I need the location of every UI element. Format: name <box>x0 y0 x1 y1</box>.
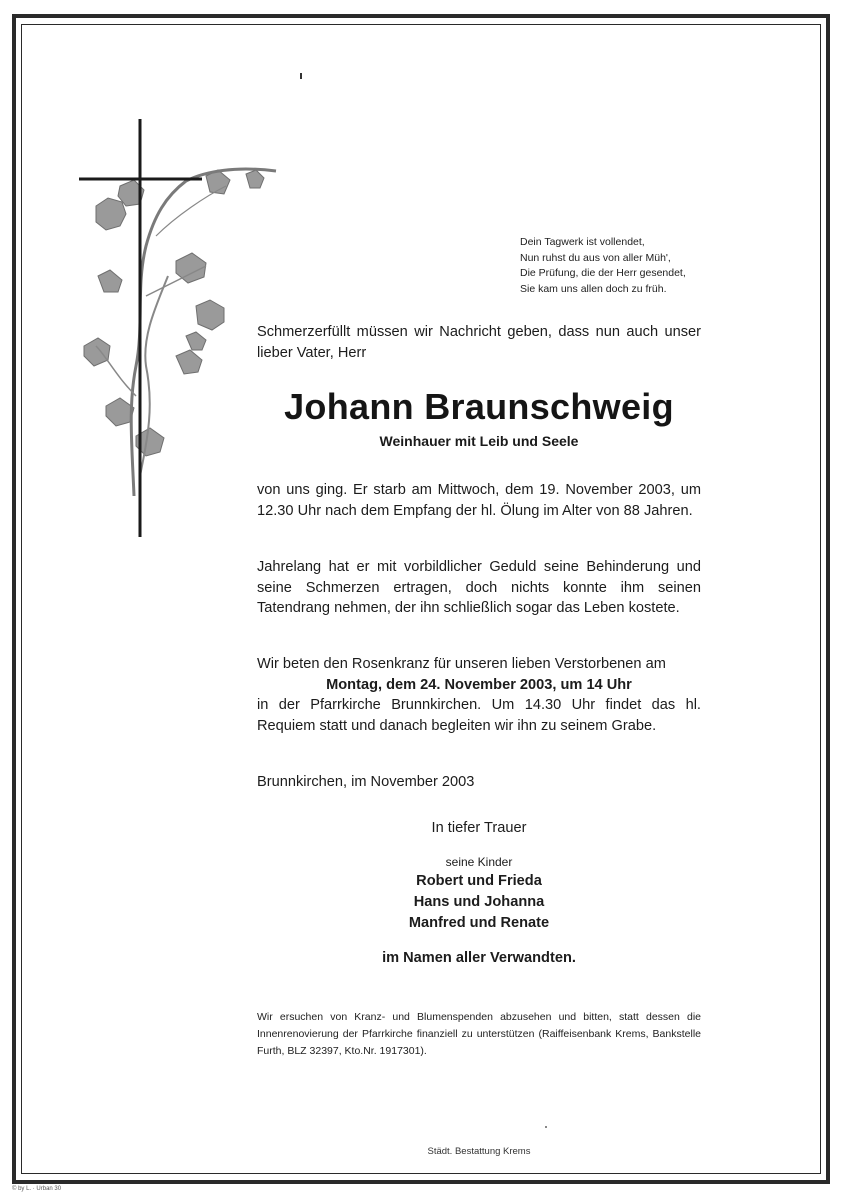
children-label: seine Kinder <box>445 855 513 869</box>
poem-line: Nun ruhst du aus von aller Müh', <box>520 251 671 264</box>
deceased-subtitle: Weinhauer mit Leib und Seele <box>379 433 579 449</box>
deceased-name: Johann Braunschweig <box>284 386 674 427</box>
child-names: Manfred und Renate <box>408 915 550 931</box>
mourning-text: In tiefer Trauer <box>431 820 527 836</box>
speck <box>545 1126 547 1128</box>
printer-mark <box>300 73 302 79</box>
poem-line: Dein Tagwerk ist vollendet, <box>520 236 645 248</box>
intro-text: Schmerzerfüllt müssen wir Nachricht geben, dass nun auch unser lieber Vater, Herr <box>257 324 701 361</box>
poem-line: Sie kam uns allen doch zu früh. <box>520 282 667 295</box>
copyright-note: © by L. · Urban 30 <box>12 1186 62 1192</box>
death-text: von uns ging. Er starb am Mittwoch, dem 19. November 2003, um 12.30 Uhr nach dem Empfang der hl. Ölung im Alter von 88 Jahren. <box>257 482 701 519</box>
place-date: Brunnkirchen, im November 2003 <box>257 774 475 790</box>
child-names: Robert und Frieda <box>416 873 542 889</box>
poem-line: Die Prüfung, die der Herr gesendet, <box>520 267 686 279</box>
child-names: Hans und Johanna <box>413 894 545 910</box>
life-text: Jahrelang hat er mit vorbildlicher Geduld seine Behinderung und seine Schmerzen ertragen, doch nichts konnte ihm seinen Tatendrang nehmen, der ihn schließlich sogar das Leben kostete. <box>257 559 701 617</box>
rosary-block <box>257 654 701 736</box>
rosary-intro: Wir beten den Rosenkranz für unseren lieben Verstorbenen am <box>257 656 666 672</box>
children-list <box>257 871 701 934</box>
funeral-home: Städt. Bestattung Krems <box>427 1146 531 1157</box>
relatives-text: im Namen aller Verwandten. <box>382 950 576 966</box>
donation-note: Wir ersuchen von Kranz- und Blumenspenden abzusehen und bitten, statt dessen die Innenrenovierung der Pfarrkirche finanziell zu unterstützen (Raiffeisenbank Krems, Bankstelle Furth, BLZ 32397, Kto.Nr. 1917301). <box>257 1011 701 1057</box>
cross-with-grapevine-icon <box>76 116 286 541</box>
poem <box>520 235 686 297</box>
rosary-rest: in der Pfarrkirche Brunnkirchen. Um 14.30 Uhr findet das hl. Requiem statt und danach begleiten wir ihn zu seinem Grabe. <box>257 697 701 734</box>
rosary-date: Montag, dem 24. November 2003, um 14 Uhr <box>326 676 632 693</box>
